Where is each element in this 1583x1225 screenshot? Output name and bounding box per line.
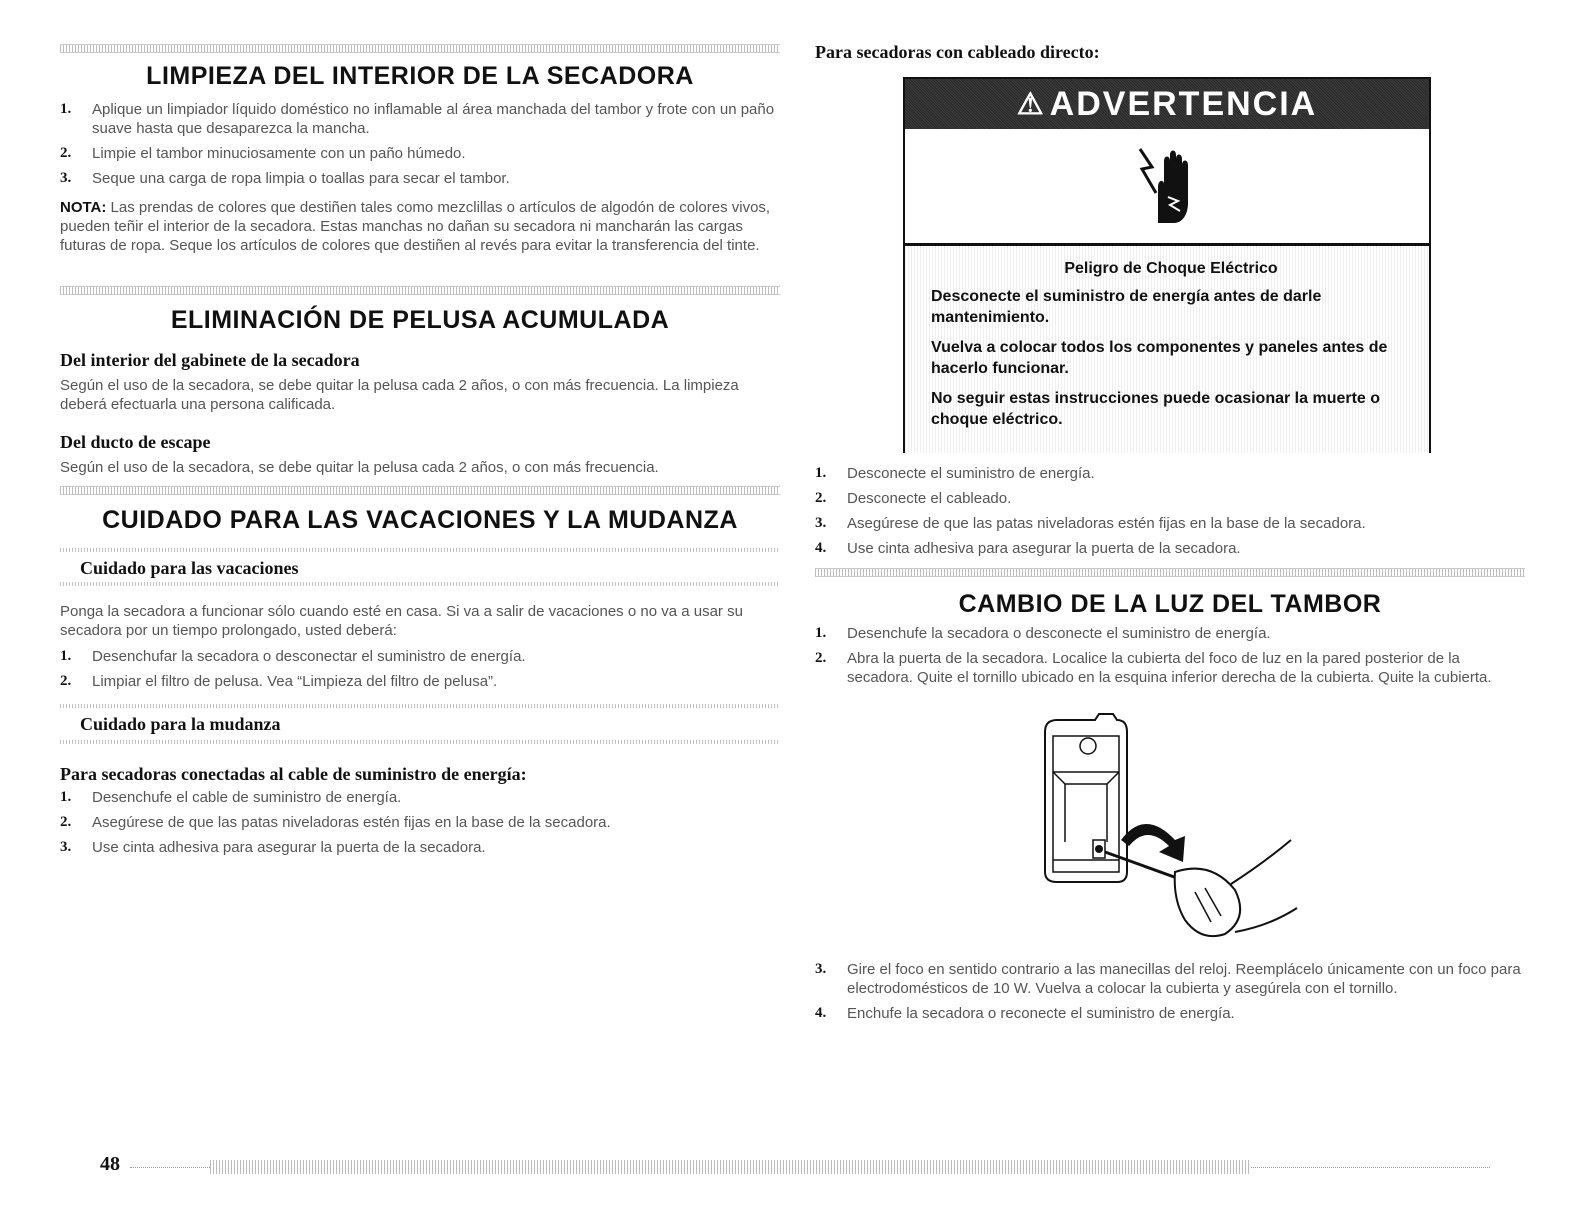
subsection-divider <box>60 704 780 708</box>
cuidado-title: CUIDADO PARA LAS VACACIONES Y LA MUDANZA <box>102 506 738 534</box>
warning-line: Vuelva a colocar todos los componentes y paneles antes de hacerlo funcionar. <box>931 339 1388 377</box>
list-item: 2. Limpiar el filtro de pelusa. Vea “Limpieza del filtro de pelusa”. <box>60 673 498 690</box>
warning-triangle-icon: ⚠ <box>1016 87 1046 121</box>
lamp-cover-illustration <box>1035 712 1315 944</box>
pelusa-subtitle-ducto: Del ducto de escape <box>60 432 211 452</box>
limpieza-note: NOTA: Las prendas de colores que destiñen tales como mezclillas o artículos de algodón de colores vivos, pueden teñir el interior de la secadora. Estas manchas no dañan su secadora ni mancharán las cargas futuras de ropa. Seque los artículos de colores que destiñen al revés para evitar la transferencia del tinte. <box>60 199 771 254</box>
directo-title: Para secadoras con cableado directo: <box>815 42 1100 62</box>
list-item: 4. Use cinta adhesiva para asegurar la puerta de la secadora. <box>815 540 1241 557</box>
warning-header: ⚠ ADVERTENCIA <box>905 79 1429 129</box>
list-item: 1. Desenchufe el cable de suministro de energía. <box>60 789 402 806</box>
warning-box <box>903 77 1431 453</box>
pelusa-ducto-text: Según el uso de la secadora, se debe quitar la pelusa cada 2 años, o con más frecuencia. <box>60 459 659 476</box>
footer-bar <box>210 1160 1250 1174</box>
list-item: 1. Aplique un limpiador líquido doméstico no inflamable al área manchada del tambor y frote con un paño suave hasta que desaparezca la mancha. <box>60 101 775 137</box>
section-divider <box>60 286 780 295</box>
limpieza-steps <box>60 100 780 194</box>
section-divider <box>60 486 780 495</box>
list-item: 4. Enchufe la secadora o reconecte el suministro de energía. <box>815 1005 1235 1022</box>
list-item: 3. Seque una carga de ropa limpia o toallas para secar el tambor. <box>60 170 510 187</box>
list-item: 1. Desenchufar la secadora o desconectar el suministro de energía. <box>60 648 526 665</box>
electric-shock-hand-icon <box>905 129 1429 246</box>
list-item: 2. Abra la puerta de la secadora. Localice la cubierta del foco de luz en la pared posterior de la secadora. Quite el tornillo ubicado en la esquina inferior derecha de la cubierta. Quite la cubierta. <box>815 650 1492 686</box>
list-item: 3. Gire el foco en sentido contrario a las manecillas del reloj. Reemplácelo únicamente con un foco para electrodomésticos de 10 W. Vuelva a colocar la cubierta y asegúrela con el tornillo. <box>815 961 1521 997</box>
page-number: 48 <box>100 1153 120 1175</box>
list-item: 3. Asegúrese de que las patas niveladoras estén fijas en la base de la secadora. <box>815 515 1366 532</box>
section-divider <box>60 44 780 53</box>
list-item: 1. Desenchufe la secadora o desconecte el suministro de energía. <box>815 625 1271 642</box>
warning-title: Peligro de Choque Eléctrico <box>1064 260 1278 277</box>
vacaciones-text: Ponga la secadora a funcionar sólo cuando esté en casa. Si va a salir de vacaciones o no va a usar su secadora por un tiempo prolongado, usted deberá: <box>60 603 743 639</box>
warning-body <box>905 246 1429 453</box>
subsection-divider <box>60 548 780 552</box>
list-item: 1. Desconecte el suministro de energía. <box>815 465 1095 482</box>
directo-steps <box>815 464 1525 564</box>
page-footer <box>100 1153 1500 1177</box>
pelusa-subtitle-gabinete: Del interior del gabinete de la secadora <box>60 350 360 370</box>
vacaciones-title: Cuidado para las vacaciones <box>80 558 299 578</box>
luz-steps-a <box>815 624 1525 693</box>
luz-steps-b <box>815 960 1525 1029</box>
list-item: 2. Limpie el tambor minuciosamente con un paño húmedo. <box>60 145 466 162</box>
subsection-divider <box>60 740 780 744</box>
mudanza-title: Cuidado para la mudanza <box>80 714 281 734</box>
subsection-divider <box>60 582 780 586</box>
cable-steps <box>60 788 780 863</box>
cable-title: Para secadoras conectadas al cable de suministro de energía: <box>60 764 527 784</box>
warning-line: Desconecte el suministro de energía antes de darle mantenimiento. <box>931 288 1322 326</box>
list-item: 2. Desconecte el cableado. <box>815 490 1012 507</box>
warning-line: No seguir estas instrucciones puede ocasionar la muerte o choque eléctrico. <box>931 390 1381 428</box>
pelusa-gabinete-text: Según el uso de la secadora, se debe quitar la pelusa cada 2 años, o con más frecuencia. La limpieza deberá efectuarla una persona calificada. <box>60 377 739 413</box>
pelusa-title: ELIMINACIÓN DE PELUSA ACUMULADA <box>170 306 670 334</box>
list-item: 2. Asegúrese de que las patas niveladoras estén fijas en la base de la secadora. <box>60 814 611 831</box>
note-label: NOTA: <box>60 199 107 216</box>
vacaciones-steps <box>60 647 780 697</box>
limpieza-title: LIMPIEZA DEL INTERIOR DE LA SECADORA <box>146 62 694 90</box>
section-divider <box>815 568 1525 577</box>
luz-title: CAMBIO DE LA LUZ DEL TAMBOR <box>958 590 1382 618</box>
list-item: 3. Use cinta adhesiva para asegurar la puerta de la secadora. <box>60 839 486 856</box>
